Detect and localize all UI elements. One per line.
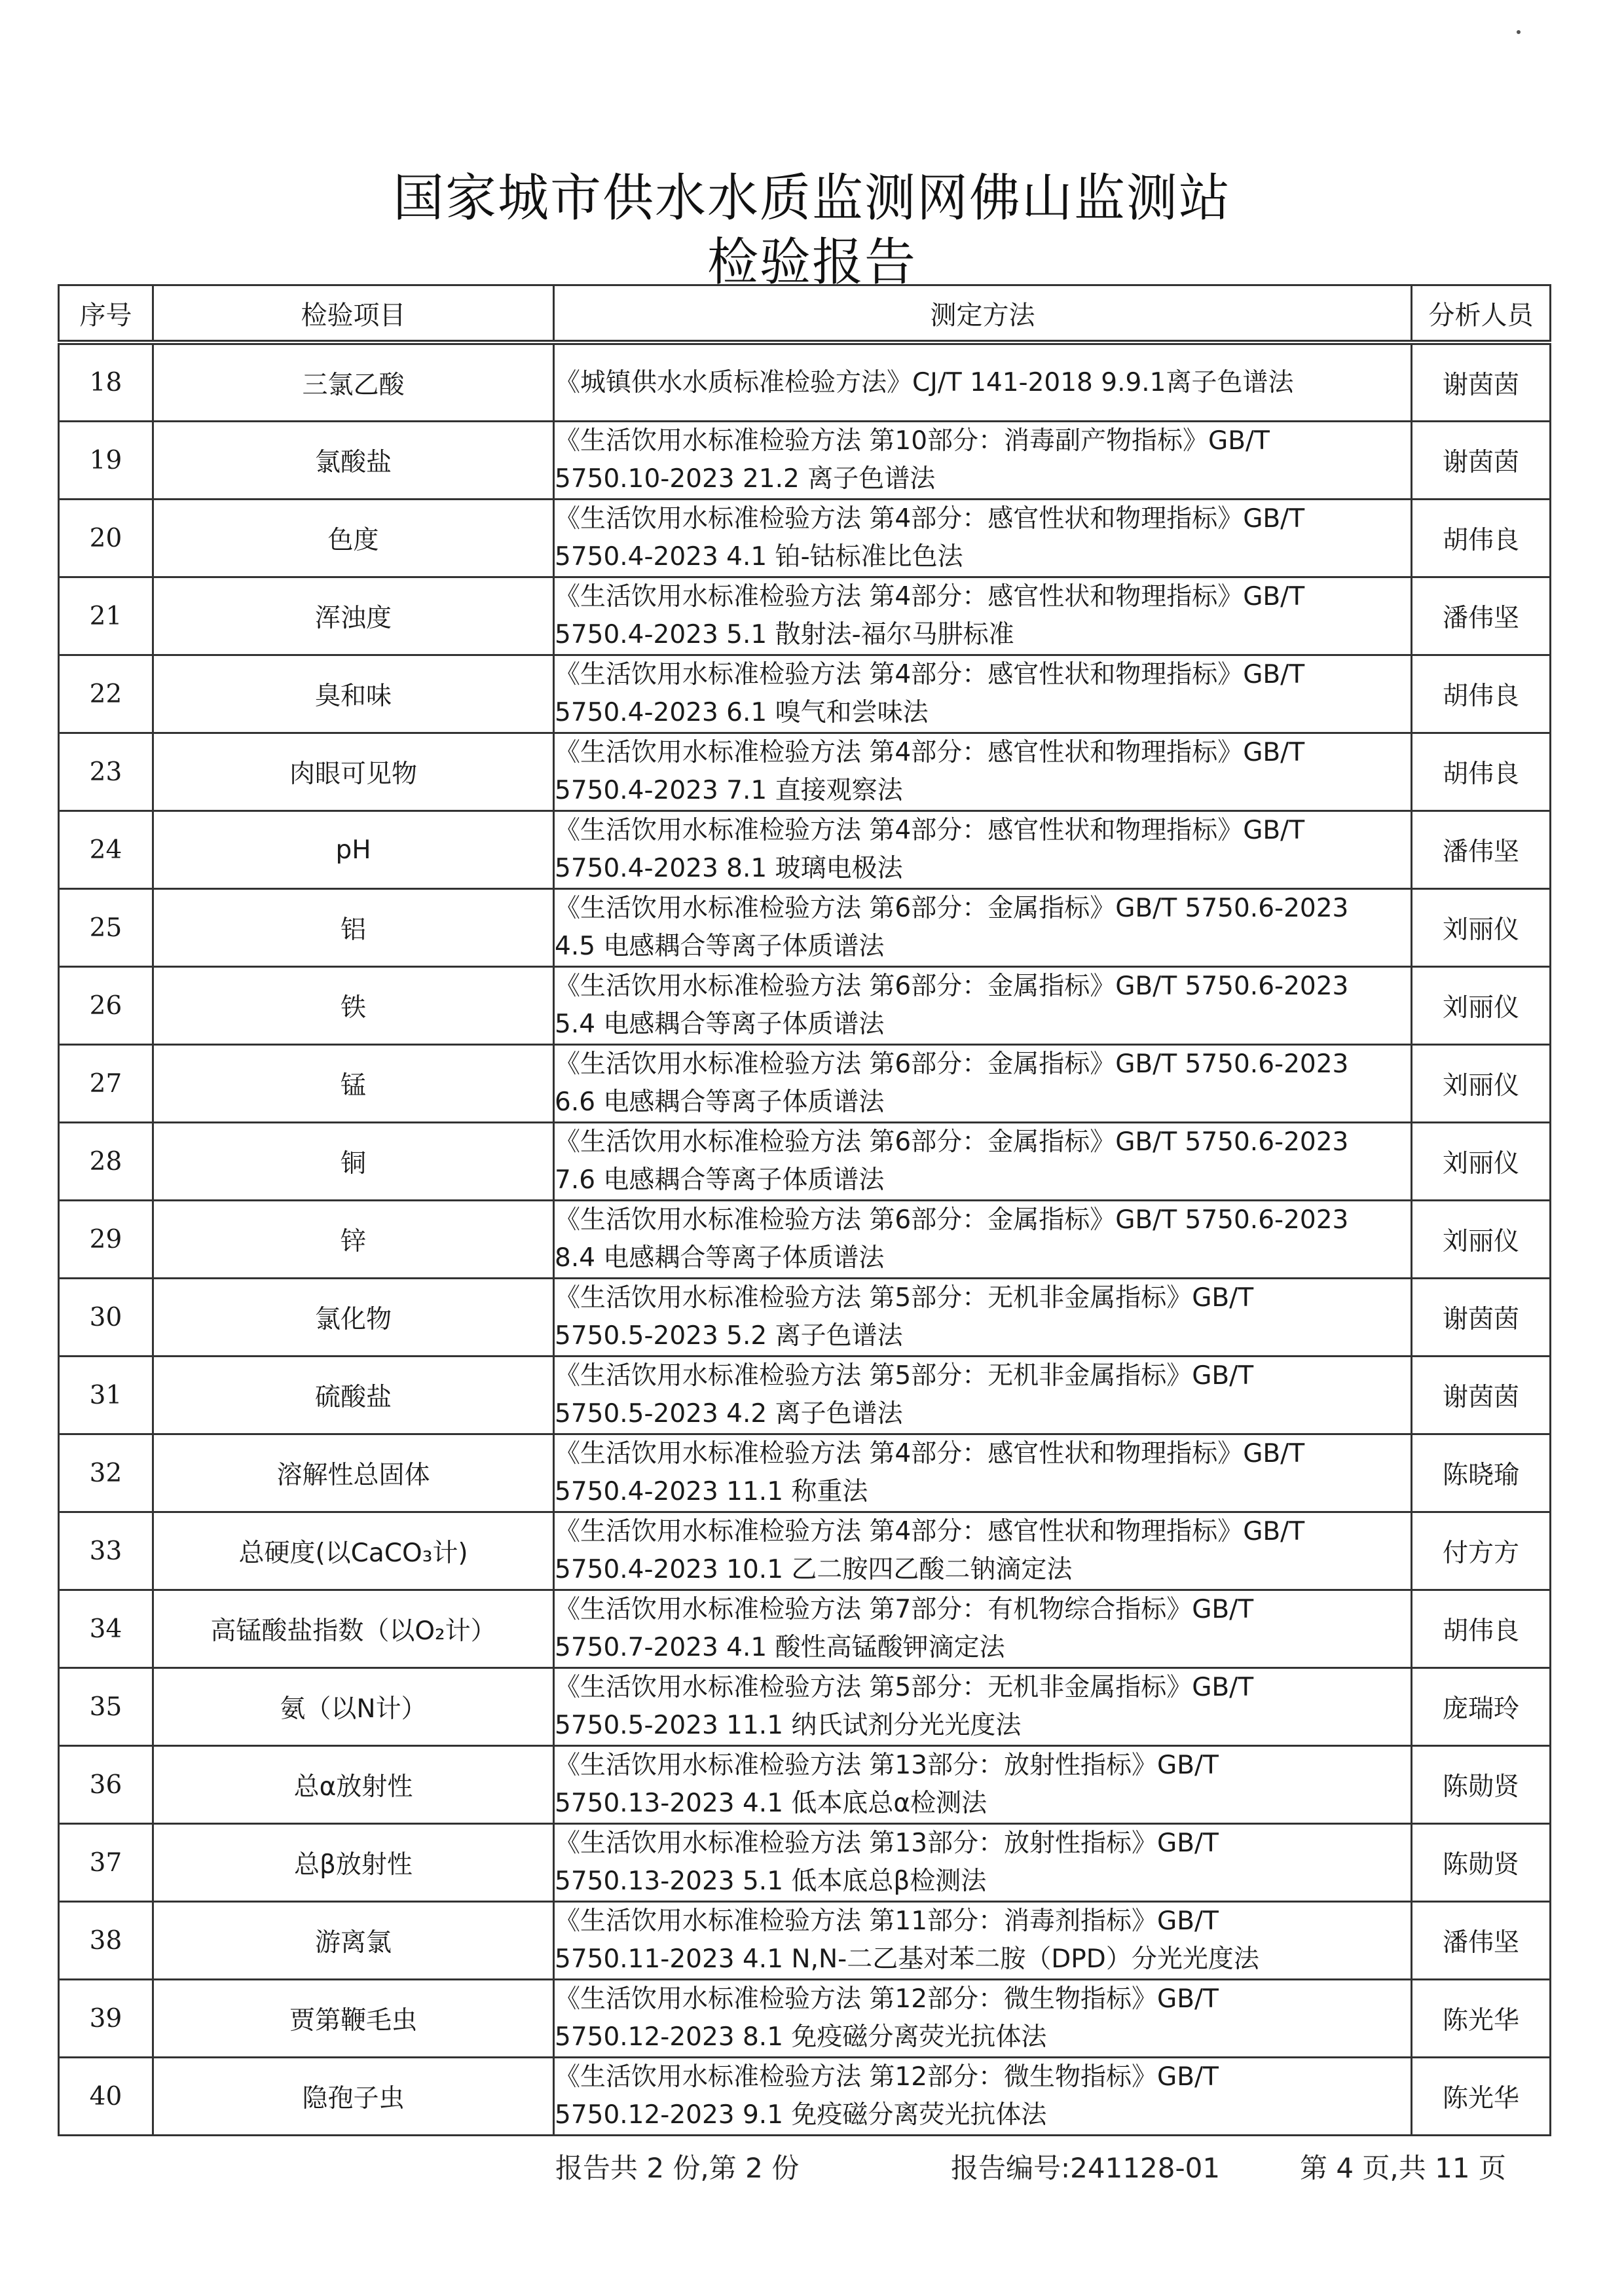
table-row [59, 1045, 1551, 1123]
cell-analyst: 胡伟良 [1412, 500, 1551, 577]
cell-analyst: 陈晓瑜 [1412, 1434, 1551, 1512]
cell-test-method: 《生活饮用水标准检验方法 第6部分：金属指标》GB/T 5750.6-2023 6.6 电感耦合等离子体质谱法 [554, 1045, 1412, 1123]
cell-test-item: 氨（以N计） [153, 1668, 554, 1746]
cell-test-item: 隐孢子虫 [153, 2058, 554, 2136]
cell-test-item: 高锰酸盐指数（以O₂计） [153, 1590, 554, 1668]
cell-serial-no: 27 [59, 1045, 153, 1123]
table-row [59, 967, 1551, 1045]
cell-serial-no: 33 [59, 1512, 153, 1590]
cell-serial-no: 26 [59, 967, 153, 1045]
table-row [59, 577, 1551, 655]
table-row [59, 1357, 1551, 1434]
cell-serial-no: 30 [59, 1279, 153, 1357]
cell-test-item: 铜 [153, 1123, 554, 1201]
cell-serial-no: 20 [59, 500, 153, 577]
table-row [59, 1902, 1551, 1980]
cell-test-item: 氯酸盐 [153, 422, 554, 500]
cell-test-method: 《生活饮用水标准检验方法 第7部分：有机物综合指标》GB/T 5750.7-2023 4.1 酸性高锰酸钾滴定法 [554, 1590, 1412, 1668]
cell-serial-no: 38 [59, 1902, 153, 1980]
cell-analyst: 陈光华 [1412, 1980, 1551, 2058]
table-row [59, 655, 1551, 733]
table-row [59, 1512, 1551, 1590]
cell-serial-no: 19 [59, 422, 153, 500]
cell-test-item: 锌 [153, 1201, 554, 1279]
table-row [59, 733, 1551, 811]
cell-test-item: 硫酸盐 [153, 1357, 554, 1434]
cell-test-method: 《生活饮用水标准检验方法 第4部分：感官性状和物理指标》GB/T 5750.4-2023 10.1 乙二胺四乙酸二钠滴定法 [554, 1512, 1412, 1590]
report-title-line2: 检验报告 [707, 233, 917, 292]
table-header-row [59, 285, 1551, 343]
cell-analyst: 胡伟良 [1412, 733, 1551, 811]
cell-test-item: 三氯乙酸 [153, 342, 554, 422]
cell-serial-no: 23 [59, 733, 153, 811]
cell-analyst: 潘伟坚 [1412, 577, 1551, 655]
cell-serial-no: 39 [59, 1980, 153, 2058]
table-row [59, 1980, 1551, 2058]
cell-analyst: 刘丽仪 [1412, 1123, 1551, 1201]
column-header-method: 测定方法 [554, 285, 1412, 343]
cell-analyst: 刘丽仪 [1412, 889, 1551, 967]
cell-test-item: 浑浊度 [153, 577, 554, 655]
table-row [59, 1668, 1551, 1746]
cell-test-method: 《生活饮用水标准检验方法 第13部分：放射性指标》GB/T 5750.13-2023 4.1 低本底总α检测法 [554, 1746, 1412, 1824]
column-header-analyst: 分析人员 [1412, 285, 1551, 343]
cell-analyst: 陈光华 [1412, 2058, 1551, 2136]
table-row [59, 422, 1551, 500]
column-header-item: 检验项目 [153, 285, 554, 343]
cell-test-method: 《生活饮用水标准检验方法 第13部分：放射性指标》GB/T 5750.13-2023 5.1 低本底总β检测法 [554, 1824, 1412, 1902]
table-row [59, 1590, 1551, 1668]
cell-test-item: 臭和味 [153, 655, 554, 733]
cell-serial-no: 18 [59, 342, 153, 422]
cell-test-item: 色度 [153, 500, 554, 577]
table-row [59, 1824, 1551, 1902]
table-row [59, 889, 1551, 967]
cell-test-method: 《生活饮用水标准检验方法 第6部分：金属指标》GB/T 5750.6-2023 5.4 电感耦合等离子体质谱法 [554, 967, 1412, 1045]
cell-test-method: 《生活饮用水标准检验方法 第5部分：无机非金属指标》GB/T 5750.5-2023 5.2 离子色谱法 [554, 1279, 1412, 1357]
cell-analyst: 陈勋贤 [1412, 1824, 1551, 1902]
cell-analyst: 庞瑞玲 [1412, 1668, 1551, 1746]
cell-test-method: 《生活饮用水标准检验方法 第6部分：金属指标》GB/T 5750.6-2023 4.5 电感耦合等离子体质谱法 [554, 889, 1412, 967]
cell-test-item: 总β放射性 [153, 1824, 554, 1902]
cell-test-item: 总α放射性 [153, 1746, 554, 1824]
cell-analyst: 刘丽仪 [1412, 967, 1551, 1045]
cell-analyst: 陈勋贤 [1412, 1746, 1551, 1824]
cell-test-method: 《生活饮用水标准检验方法 第4部分：感官性状和物理指标》GB/T 5750.4-2023 5.1 散射法-福尔马肼标准 [554, 577, 1412, 655]
cell-test-method: 《生活饮用水标准检验方法 第12部分：微生物指标》GB/T 5750.12-2023 9.1 免疫磁分离荧光抗体法 [554, 2058, 1412, 2136]
report-title-line1: 国家城市供水水质监测网佛山监测站 [392, 169, 1231, 228]
cell-serial-no: 37 [59, 1824, 153, 1902]
cell-test-item: 铁 [153, 967, 554, 1045]
scan-speck [1517, 30, 1521, 34]
table-row [59, 1746, 1551, 1824]
cell-test-item: 总硬度(以CaCO₃计) [153, 1512, 554, 1590]
cell-test-method: 《生活饮用水标准检验方法 第11部分：消毒剂指标》GB/T 5750.11-2023 4.1 N,N-二乙基对苯二胺（DPD）分光光度法 [554, 1902, 1412, 1980]
copies-info: 报告共 2 份,第 2 份 [555, 2152, 800, 2184]
cell-test-item: 肉眼可见物 [153, 733, 554, 811]
cell-test-method: 《生活饮用水标准检验方法 第4部分：感官性状和物理指标》GB/T 5750.4-2023 6.1 嗅气和尝味法 [554, 655, 1412, 733]
cell-analyst: 谢茵茵 [1412, 1279, 1551, 1357]
cell-test-method: 《生活饮用水标准检验方法 第12部分：微生物指标》GB/T 5750.12-2023 8.1 免疫磁分离荧光抗体法 [554, 1980, 1412, 2058]
cell-analyst: 付方方 [1412, 1512, 1551, 1590]
cell-analyst: 胡伟良 [1412, 1590, 1551, 1668]
cell-analyst: 谢茵茵 [1412, 342, 1551, 422]
cell-analyst: 刘丽仪 [1412, 1045, 1551, 1123]
cell-serial-no: 22 [59, 655, 153, 733]
cell-test-method: 《城镇供水水质标准检验方法》CJ/T 141-2018 9.9.1离子色谱法 [554, 342, 1412, 422]
table-row [59, 1279, 1551, 1357]
cell-test-method: 《生活饮用水标准检验方法 第4部分：感官性状和物理指标》GB/T 5750.4-2023 11.1 称重法 [554, 1434, 1412, 1512]
cell-test-item: 溶解性总固体 [153, 1434, 554, 1512]
cell-serial-no: 32 [59, 1434, 153, 1512]
cell-test-item: 贾第鞭毛虫 [153, 1980, 554, 2058]
cell-test-item: 铝 [153, 889, 554, 967]
cell-analyst: 潘伟坚 [1412, 811, 1551, 889]
cell-serial-no: 35 [59, 1668, 153, 1746]
column-header-no: 序号 [59, 285, 153, 343]
cell-test-method: 《生活饮用水标准检验方法 第5部分：无机非金属指标》GB/T 5750.5-2023 11.1 纳氏试剂分光光度法 [554, 1668, 1412, 1746]
cell-analyst: 谢茵茵 [1412, 1357, 1551, 1434]
cell-serial-no: 28 [59, 1123, 153, 1201]
cell-test-method: 《生活饮用水标准检验方法 第4部分：感官性状和物理指标》GB/T 5750.4-2023 4.1 铂-钴标准比色法 [554, 500, 1412, 577]
cell-test-item: 氯化物 [153, 1279, 554, 1357]
table-row [59, 1434, 1551, 1512]
table-row [59, 2058, 1551, 2136]
cell-serial-no: 36 [59, 1746, 153, 1824]
cell-test-method: 《生活饮用水标准检验方法 第6部分：金属指标》GB/T 5750.6-2023 7.6 电感耦合等离子体质谱法 [554, 1123, 1412, 1201]
cell-serial-no: 21 [59, 577, 153, 655]
table-row [59, 500, 1551, 577]
table-row [59, 1201, 1551, 1279]
cell-analyst: 刘丽仪 [1412, 1201, 1551, 1279]
cell-test-method: 《生活饮用水标准检验方法 第4部分：感官性状和物理指标》GB/T 5750.4-2023 8.1 玻璃电极法 [554, 811, 1412, 889]
cell-test-item: 游离氯 [153, 1902, 554, 1980]
inspection-methods-table [58, 284, 1551, 2136]
cell-test-method: 《生活饮用水标准检验方法 第6部分：金属指标》GB/T 5750.6-2023 8.4 电感耦合等离子体质谱法 [554, 1201, 1412, 1279]
report-number: 报告编号:241128-01 [951, 2152, 1221, 2184]
cell-serial-no: 24 [59, 811, 153, 889]
cell-serial-no: 25 [59, 889, 153, 967]
page-number: 第 4 页,共 11 页 [1300, 2152, 1506, 2184]
cell-serial-no: 29 [59, 1201, 153, 1279]
cell-test-method: 《生活饮用水标准检验方法 第10部分：消毒副产物指标》GB/T 5750.10-2023 21.2 离子色谱法 [554, 422, 1412, 500]
cell-test-item: pH [153, 811, 554, 889]
table-row [59, 811, 1551, 889]
cell-serial-no: 31 [59, 1357, 153, 1434]
cell-analyst: 谢茵茵 [1412, 422, 1551, 500]
table-row [59, 1123, 1551, 1201]
cell-serial-no: 34 [59, 1590, 153, 1668]
cell-test-method: 《生活饮用水标准检验方法 第4部分：感官性状和物理指标》GB/T 5750.4-2023 7.1 直接观察法 [554, 733, 1412, 811]
table-row [59, 342, 1551, 422]
cell-test-method: 《生活饮用水标准检验方法 第5部分：无机非金属指标》GB/T 5750.5-2023 4.2 离子色谱法 [554, 1357, 1412, 1434]
cell-test-item: 锰 [153, 1045, 554, 1123]
cell-serial-no: 40 [59, 2058, 153, 2136]
cell-analyst: 潘伟坚 [1412, 1902, 1551, 1980]
cell-analyst: 胡伟良 [1412, 655, 1551, 733]
